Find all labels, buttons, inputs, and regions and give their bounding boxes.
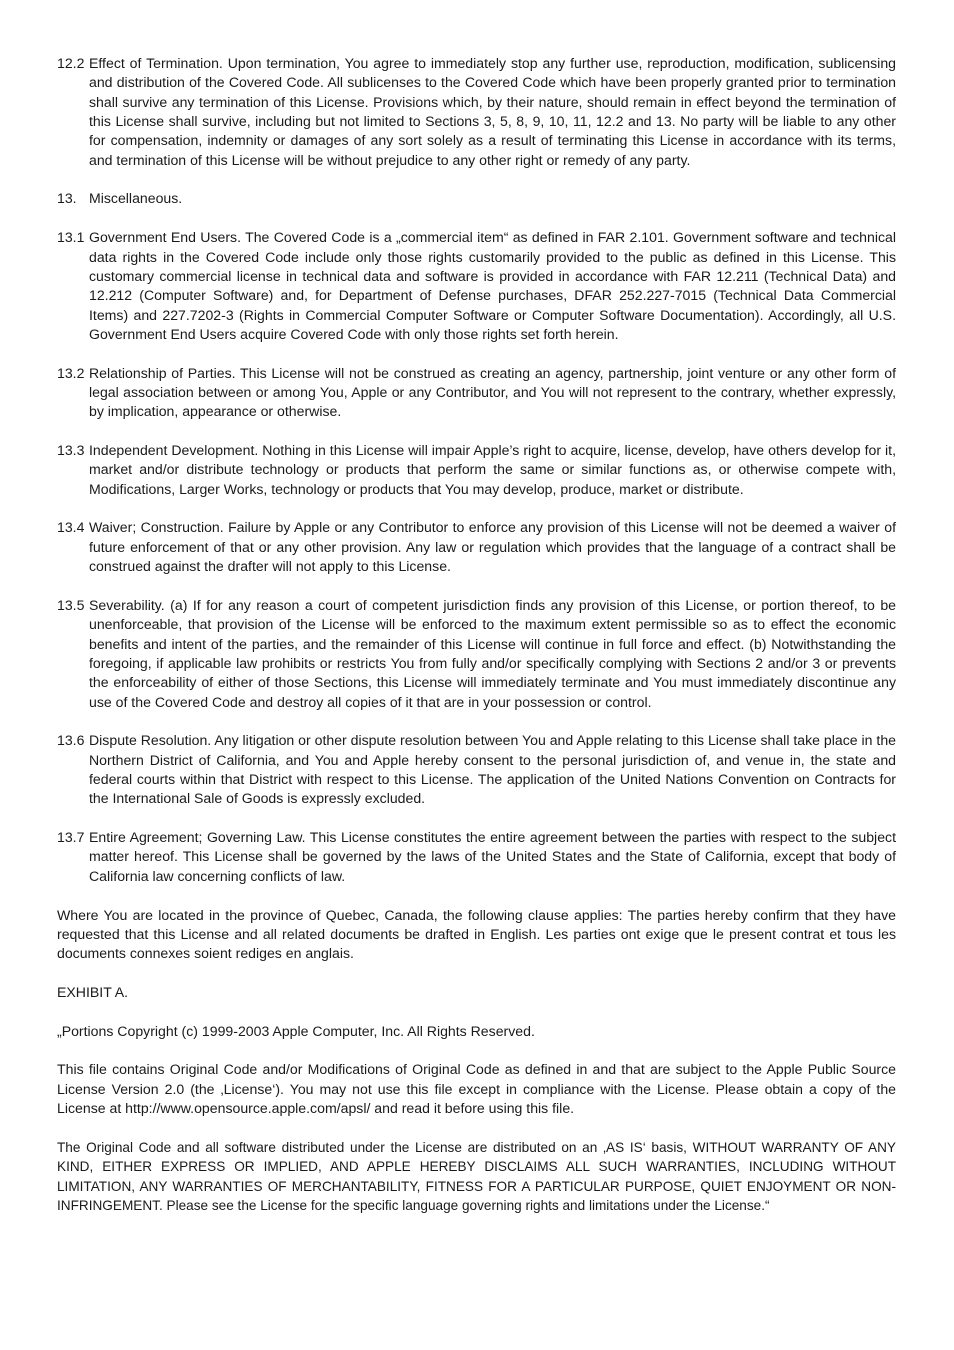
clause-13 — [57, 189, 896, 208]
clause-number: 13.3 — [57, 442, 85, 459]
clause-text: Entire Agreement; Governing Law. This License constitutes the entire agreement between the parties with respect to the subject matter hereof. This License shall be governed by the laws of the United States and the State of California, except that body of California law concerning conflicts of law. — [89, 829, 896, 884]
clause-number: 12.2 — [57, 55, 85, 71]
exhibit-copyright: „Portions Copyright (c) 1999-2003 Apple Computer, Inc. All Rights Reserved. — [57, 1022, 535, 1039]
clause-13-5 — [57, 596, 896, 712]
clause-12-2 — [57, 54, 896, 170]
clause-number: 13.4 — [57, 519, 85, 536]
clause-number: 13.6 — [57, 732, 85, 749]
clause-13-4 — [57, 518, 896, 576]
clause-text: Effect of Termination. Upon termination, You agree to immediately stop any further use, reproduction, modification, sublicensing and distribution of the Covered Code. All sublicenses to the Covered Code which have been properly granted prior to termination shall survive any termination of this License. Provisions which, by their nature, should remain in effect beyond the termination of this License shall survive, including but not limited to Sections 3, 5, 8, 9, 10, 11, 12.2 and 13. No party will be liable to any other for compensation, indemnity or damages of any sort solely as a result of terminating this License in accordance with its terms, and termination of this License will be without prejudice to any other right or remedy of any party. — [89, 55, 896, 168]
clause-number: 13.1 — [57, 229, 85, 246]
clause-13-3 — [57, 441, 896, 499]
clause-text: Severability. (a) If for any reason a court of competent jurisdiction finds any provision of this License, or portion thereof, to be unenforceable, that provision of the License will be enforced to the maximum extent permissible so as to effect the economic benefits and intent of the parties, and the remainder of this License will continue in full force and effect. (b) Notwithstanding the foregoing, if applicable law prohibits or restricts You from fully and/or specifically complying with Sections 2 and/or 3 or prevents the enforceability of either of those Sections, this License will immediately terminate and You must immediately discontinue any use of the Covered Code and destroy all copies of it that are in your possession or control. — [89, 596, 896, 710]
clause-text: Miscellaneous. — [89, 190, 183, 207]
clause-text: Relationship of Parties. This License will not be construed as creating an agency, partnership, joint venture or any other form of legal association between or among You, Apple or any Contributor, and You will not represent to the contrary, whether expressly, by implication, appearance or otherwise. — [89, 364, 896, 420]
clause-13-2 — [57, 364, 896, 422]
exhibit-file-notice: This file contains Original Code and/or Modifications of Original Code as defined in and that are subject to the Apple Public Source License Version 2.0 (the ‚License‘). You may not use this file except in compliance with the License. Please obtain a copy of the License at http://www.opensource.apple.com/apsl/ and read it before using this file. — [57, 1061, 896, 1117]
clause-text: Government End Users. The Covered Code is a „commercial item“ as defined in FAR 2.101. Government software and technical data rights in the Covered Code include only those rights customarily provided to the public as defined in this License. This customary commercial license in technical data and software is provided in accordance with FAR 12.211 (Technical Data) and 12.212 (Computer Software) and, for Department of Defense purchases, DFAR 252.227-7015 (Technical Data Commercial Items) and 227.7202-3 (Rights in Commercial Computer Software or Computer Software Documentation). Accordingly, all U.S. Government End Users acquire Covered Code with only those rights set forth herein. — [89, 229, 896, 342]
clause-13-7 — [57, 828, 896, 886]
clause-13-6 — [57, 731, 896, 808]
clause-number: 13.5 — [57, 596, 85, 613]
clause-number: 13.7 — [57, 829, 85, 846]
clause-text: Waiver; Construction. Failure by Apple or any Contributor to enforce any provision of this License will not be deemed a waiver of future enforcement of that or any other provision. Any law or regulation which provides that the language of a contract shall be construed against the drafter will not apply to this License. — [89, 519, 896, 575]
clause-number: 13.2 — [57, 364, 85, 381]
exhibit-disclaimer: The Original Code and all software distributed under the License are distributed on an ‚AS IS‘ basis, WITHOUT WARRANTY OF ANY KIND, EITHER EXPRESS OR IMPLIED, AND APPLE HEREBY DISCLAIMS ALL SUCH WARRANTIES, INCLUDING WITHOUT LIMITATION, ANY WARRANTIES OF MERCHANTABILITY, FITNESS FOR A PARTICULAR PURPOSE, QUIET ENJOYMENT OR NON-INFRINGEMENT. Please see the License for the specific language governing rights and limitations under the License.“ — [57, 1139, 896, 1213]
clause-number: 13. — [57, 190, 77, 207]
exhibit-heading: EXHIBIT A. — [57, 983, 129, 1000]
clause-text: Dispute Resolution. Any litigation or other dispute resolution between You and Apple relating to this License shall take place in the Northern District of California, and You and Apple hereby consent to the personal jurisdiction of, and venue in, the state and federal courts within that District with respect to this License. The application of the United Nations Convention on Contracts for the International Sale of Goods is expressly excluded. — [89, 732, 897, 807]
clause-text: Independent Development. Nothing in this License will impair Apple’s right to acquire, license, develop, have others develop for it, market and/or distribute technology or products that perform the same or similar functions as, or otherwise compete with, Modifications, Larger Works, technology or products that You may develop, produce, market or distribute. — [89, 442, 896, 497]
quebec-clause: Where You are located in the province of Quebec, Canada, the following clause applies: The parties hereby confirm that they have requested that this License and all related documents be drafted in English. Les parties ont exige que le present contrat et tous les documents connexes soient rediges en anglais. — [57, 906, 896, 962]
clause-13-1 — [57, 228, 896, 344]
